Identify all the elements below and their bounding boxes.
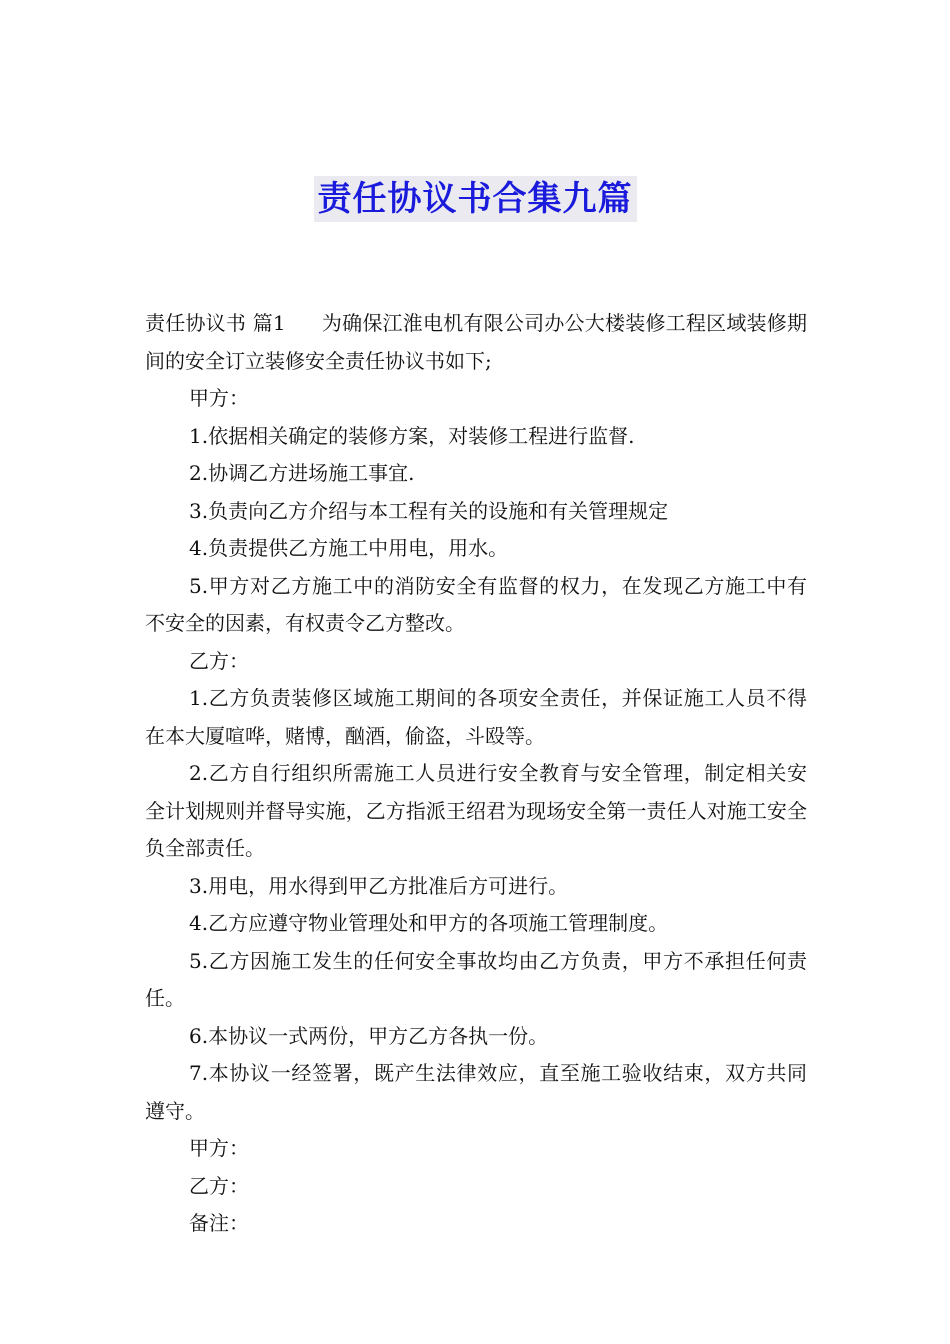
party-b-item: 7.本协议一经签署，既产生法律效应，直至施工验收结束，双方共同遵守。 [145,1061,807,1123]
party-b-item: 3.用电，用水得到甲乙方批准后方可进行。 [189,873,569,898]
remarks-label: 备注： [189,1211,249,1235]
party-b-item: 4.乙方应遵守物业管理处和甲方的各项施工管理制度。 [189,911,669,935]
party-a-label: 甲方： [189,386,249,410]
party-a-item: 1.依据相关确定的装修方案，对装修工程进行监督. [189,423,635,448]
party-b-item: 2.乙方自行组织所需施工人员进行安全教育与安全管理，制定相关安全计划规则并督导实施，乙方指派王绍君为现场安全第一责任人对施工安全负全部责任。 [145,761,807,860]
party-b-item: 5.乙方因施工发生的任何安全事故均由乙方负责，甲方不承担任何责任。 [145,948,807,1010]
party-a-item: 5.甲方对乙方施工中的消防安全有监督的权力，在发现乙方施工中有不安全的因素，有权责令乙方整改。 [145,573,807,635]
intro-paragraph [145,305,807,380]
party-a-item: 4.负责提供乙方施工中用电，用水。 [189,536,509,560]
section-heading: 责任协议书 篇1 [145,311,286,335]
document-body [145,305,807,1243]
party-a-item: 3.负责向乙方介绍与本工程有关的设施和有关管理规定 [189,498,669,523]
party-b-item: 1.乙方负责装修区域施工期间的各项安全责任，并保证施工人员不得在本大厦喧哗，赌博，酗酒，偷盗，斗殴等。 [145,686,807,748]
party-b-label: 乙方： [189,648,249,673]
document-title: 责任协议书合集九篇 [314,176,637,222]
intro-text: 为确保江淮电机有限公司办公大楼装修工程区域装修期间的安全订立装修安全责任协议书如下; [145,311,808,373]
signature-party-a: 甲方： [189,1136,249,1160]
party-b-item: 6.本协议一式两份，甲方乙方各执一份。 [189,1023,549,1048]
title-container [0,176,950,222]
signature-party-b: 乙方： [189,1173,249,1198]
party-a-item: 2.协调乙方进场施工事宜. [189,461,415,485]
